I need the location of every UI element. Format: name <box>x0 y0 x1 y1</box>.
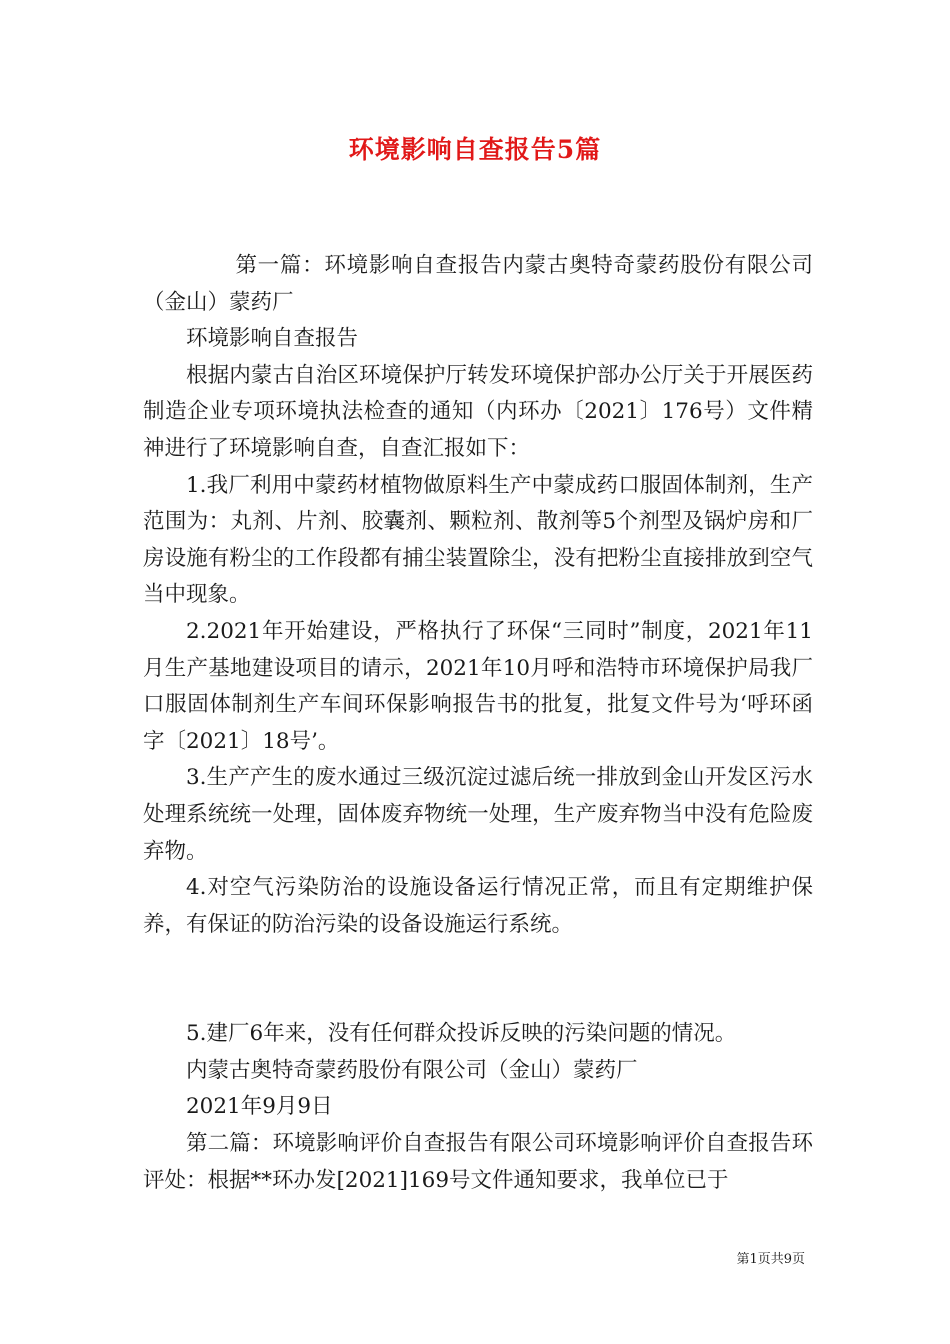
page-number-footer: 第1页共9页 <box>736 1252 805 1267</box>
blank-gap <box>143 943 813 1016</box>
paragraph-signature-company: 内蒙古奥特奇蒙药股份有限公司（金山）蒙药厂 <box>186 1057 638 1083</box>
paragraph-report-subtitle: 环境影响自查报告 <box>186 326 359 352</box>
paragraph-section-two-heading: 第二篇：环境影响评价自查报告有限公司环境影响评价自查报告环评处：根据**环办发[2021]169号文件通知要求，我单位已于 <box>143 1131 813 1193</box>
paragraph-intro: 根据内蒙古自治区环境保护厅转发环境保护部办公厅关于开展医药制造企业专项环境执法检查的通知（内环办〔2021〕176号）文件精神进行了环境影响自查，自查汇报如下： <box>143 362 813 461</box>
paragraph-signature-date: 2021年9月9日 <box>186 1094 333 1120</box>
paragraph-item-2: 2.2021年开始建设，严格执行了环保“三同时”制度，2021年11月生产基地建设项目的请示，2021年10月呼和浩特市环境保护局我厂口服固体制剂生产车间环保影响报告书的批复，批复文件号为‘呼环函字〔2021〕18号’。 <box>143 618 813 754</box>
document-body <box>143 248 813 1199</box>
paragraph-item-4: 4.对空气污染防治的设施设备运行情况正常，而且有定期维护保养，有保证的防治污染的设备设施运行系统。 <box>143 875 813 937</box>
document-title: 环境影响自查报告5篇 <box>348 135 602 164</box>
paragraph-section-one-heading: 第一篇：环境影响自查报告内蒙古奥特奇蒙药股份有限公司（金山）蒙药厂 <box>143 253 813 315</box>
paragraph-item-1: 1.我厂利用中蒙药材植物做原料生产中蒙成药口服固体制剂，生产范围为：丸剂、片剂、胶囊剂、颗粒剂、散剂等5个剂型及锅炉房和厂房设施有粉尘的工作段都有捕尘装置除尘，没有把粉尘直接排放到空气当中现象。 <box>143 472 813 608</box>
paragraph-item-5: 5.建厂6年来，没有任何群众投诉反映的污染问题的情况。 <box>186 1021 737 1047</box>
paragraph-item-3: 3.生产产生的废水通过三级沉淀过滤后统一排放到金山开发区污水处理系统统一处理，固体废弃物统一处理，生产废弃物当中没有危险废弃物。 <box>143 765 813 864</box>
